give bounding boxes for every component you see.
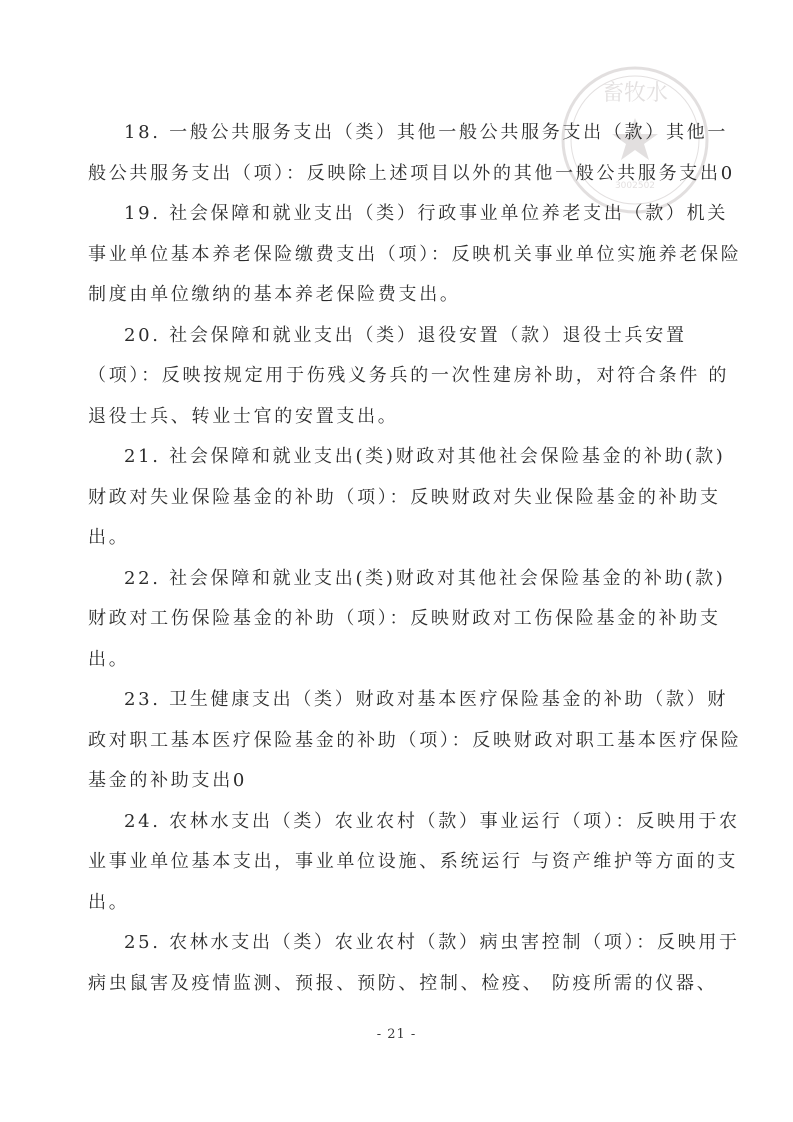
document-body [88, 113, 744, 1004]
paragraph-25: 25. 农林水支出（类）农业农村（款）病虫害控制（项）：反映用于病虫鼠害及疫情监测、预报、预防、控制、检疫、 防疫所需的仪器、 [88, 932, 740, 994]
page-number: - 21 - [376, 1027, 417, 1042]
paragraph-20: 20. 社会保障和就业支出（类）退役安置（款）退役士兵安置（项）：反映按规定用于伤残义务兵的一次性建房补助，对符合条件 的退役士兵、转业士官的安置支出。 [88, 324, 730, 427]
paragraph-24: 24. 农林水支出（类）农业农村（款）事业运行（项）：反映用于农业事业单位基本支出，事业单位设施、系统运行 与资产维护等方面的支出。 [88, 810, 740, 913]
paragraph-23: 23. 卫生健康支出（类）财政对基本医疗保险基金的补助（款）财政对职工基本医疗保险基金的补助（项）：反映财政对职工基本医疗保险基金的补助支出0 [88, 689, 742, 791]
paragraph-21: 21. 社会保障和就业支出(类)财政对其他社会保险基金的补助(款)财政对失业保险基金的补助（项）：反映财政对失业保险基金的补助支出。 [88, 446, 726, 548]
paragraph-19: 19. 社会保障和就业支出（类）行政事业单位养老支出（款）机关事业单位基本养老保险缴费支出（项）：反映机关事业单位实施养老保险制度由单位缴纳的基本养老保险费支出。 [88, 203, 742, 305]
seal-serial: 3002502 [614, 181, 656, 191]
seal-text: 畜牧水 [601, 81, 669, 106]
paragraph-18: 18. 一般公共服务支出（类）其他一般公共服务支出（款）其他一般公共服务支出（项）：反映除上述项目以外的其他一般公共服务支出0 [88, 122, 735, 184]
paragraph-22: 22. 社会保障和就业支出(类)财政对其他社会保险基金的补助(款)财政对工伤保险基金的补助（项）：反映财政对工伤保险基金的补助支出。 [88, 567, 726, 670]
